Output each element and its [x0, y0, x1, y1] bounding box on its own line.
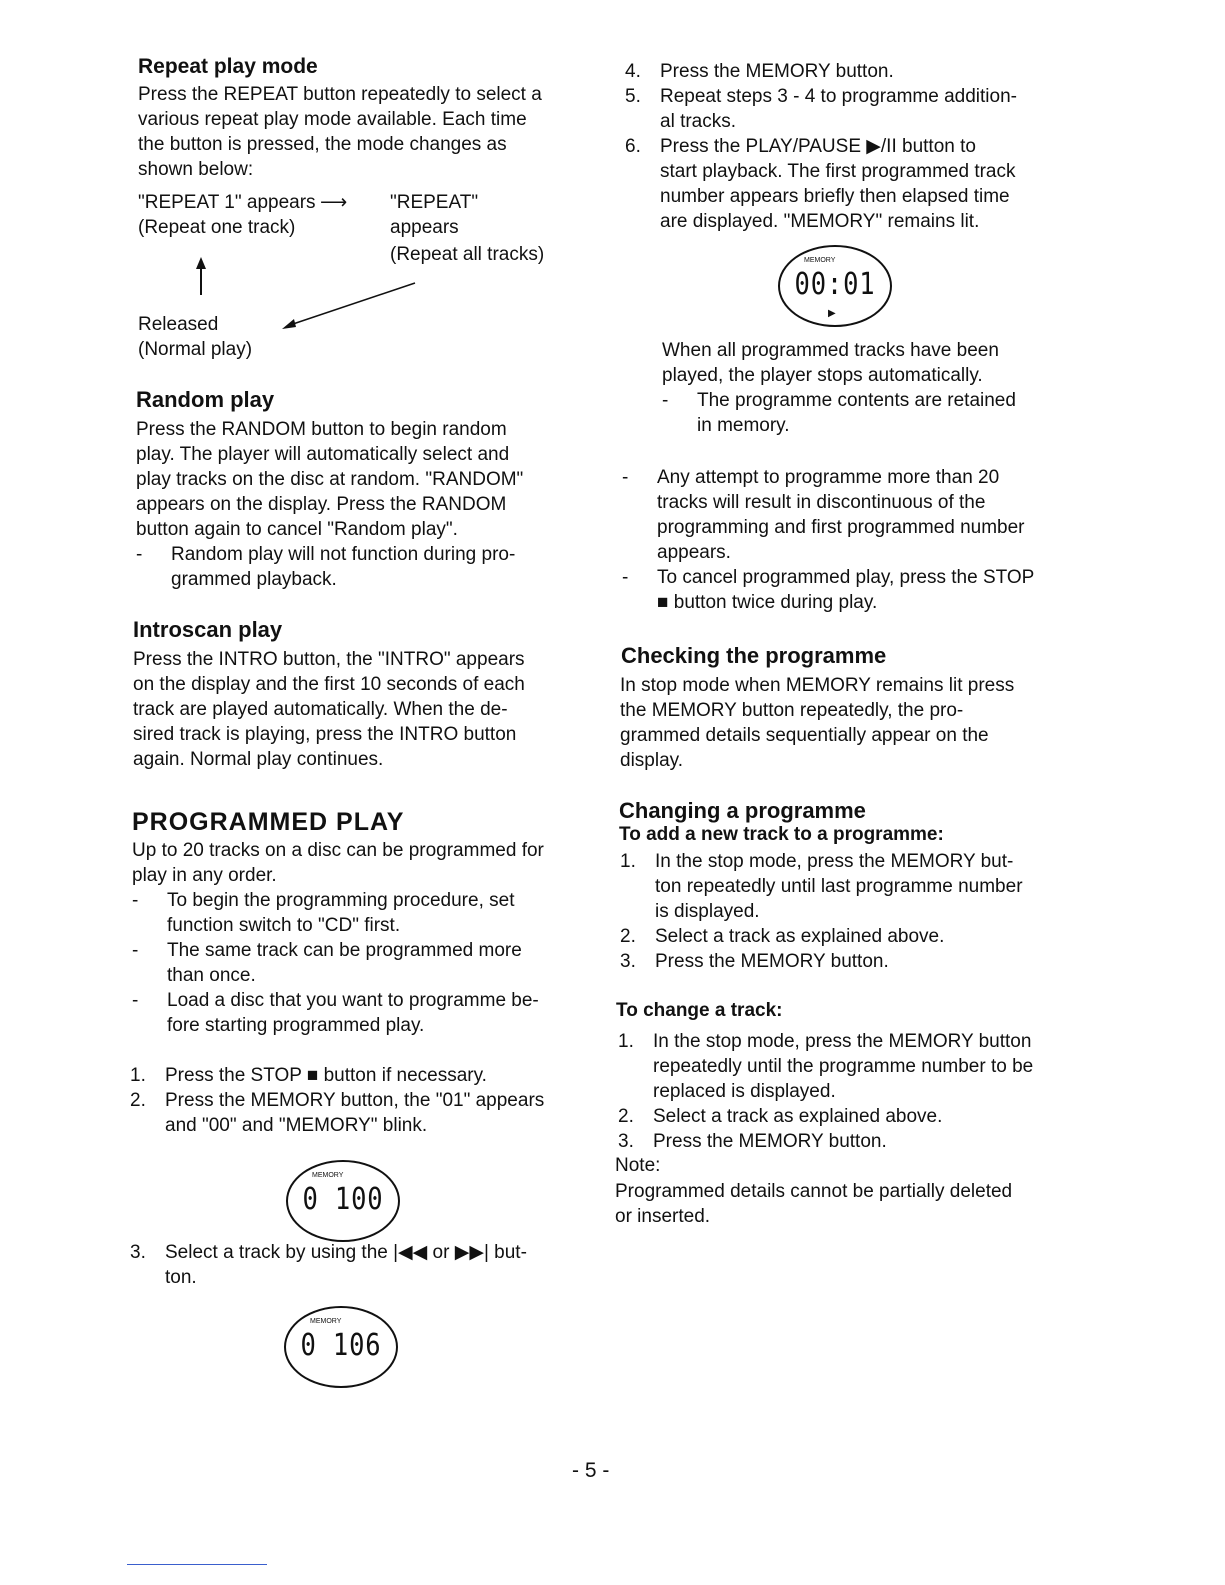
checking-paragraph — [620, 673, 1014, 773]
list-item — [622, 565, 1082, 615]
heading-changing-programme: Changing a programme — [619, 798, 866, 823]
footer-rule — [127, 1564, 267, 1565]
list-item — [618, 1029, 1078, 1104]
text-line: than once. — [167, 965, 256, 986]
text-line: replaced is displayed. — [653, 1081, 836, 1102]
text-line: The same track can be programmed more — [167, 940, 522, 961]
list-marker: 3. — [618, 1131, 634, 1152]
list-marker: 2. — [618, 1106, 634, 1127]
memory-indicator: MEMORY — [310, 1318, 342, 1325]
programming-steps-continued — [625, 59, 1085, 234]
list-item — [130, 1063, 590, 1088]
repeat1-label: "REPEAT 1" appears — [138, 192, 316, 213]
text-line: programming and first programmed number — [657, 517, 1025, 538]
text-line: Press the MEMORY button. — [655, 951, 889, 972]
change-track-steps — [618, 1029, 1078, 1154]
add-track-steps — [620, 849, 1080, 974]
text-line: play. The player will automatically select and — [136, 444, 510, 465]
list-marker: 1. — [620, 851, 636, 872]
lcd-display-0100 — [286, 1160, 400, 1242]
heading-repeat-play-mode: Repeat play mode — [138, 55, 318, 78]
text-line: Press the REPEAT button repeatedly to select a — [138, 84, 542, 105]
text-line: Press the PLAY/PAUSE ▶/II button to — [660, 136, 976, 157]
text-line: display. — [620, 750, 684, 771]
text-line: appears on the display. Press the RANDOM — [136, 494, 507, 515]
lcd-digits: 0 106 — [300, 1328, 382, 1363]
text-line: function switch to "CD" first. — [167, 915, 401, 936]
list-marker: 4. — [625, 61, 641, 82]
list-marker: 1. — [130, 1065, 146, 1086]
list-item — [132, 888, 592, 938]
heading-introscan-play: Introscan play — [133, 617, 283, 642]
play-icon: ▶ — [828, 308, 836, 319]
programming-notes — [622, 465, 1082, 615]
text-line: sired track is playing, press the INTRO button — [133, 724, 517, 745]
text-line: various repeat play mode available. Each time — [138, 109, 527, 130]
list-item — [132, 938, 592, 988]
note-paragraph — [615, 1179, 1012, 1229]
text-line: When all programmed tracks have been — [662, 340, 999, 361]
random-notes — [136, 542, 596, 592]
random-paragraph — [136, 417, 523, 542]
text-line: or inserted. — [615, 1206, 711, 1227]
lcd-digits: 0 100 — [302, 1182, 384, 1217]
text-line: again. Normal play continues. — [133, 749, 384, 770]
memory-indicator: MEMORY — [804, 257, 836, 264]
text-line: played, the player stops automatically. — [662, 365, 983, 386]
text-line: Any attempt to programme more than 20 — [657, 467, 1000, 488]
list-marker: - — [132, 890, 139, 911]
list-item — [622, 465, 1082, 565]
memory-indicator: MEMORY — [312, 1172, 344, 1179]
text-line: number appears briefly then elapsed time — [660, 186, 1010, 207]
list-item — [136, 542, 596, 592]
list-item — [620, 849, 1080, 924]
list-item — [625, 84, 1085, 134]
programmed-paragraph — [132, 838, 544, 888]
text-line: ■ button twice during play. — [657, 592, 878, 613]
arrow-right-icon: ⟶ — [320, 192, 348, 213]
released-note: (Normal play) — [138, 339, 253, 360]
list-marker: 5. — [625, 86, 641, 107]
heading-random-play: Random play — [136, 387, 275, 412]
list-item — [618, 1104, 1078, 1129]
list-marker: 2. — [620, 926, 636, 947]
list-item — [620, 949, 1080, 974]
text-line: grammed playback. — [171, 569, 337, 590]
list-marker: - — [662, 390, 669, 411]
intro-paragraph — [133, 647, 525, 772]
heading-checking-programme: Checking the programme — [621, 643, 887, 668]
text-line: The programme contents are retained — [697, 390, 1016, 411]
text-line: Programmed details cannot be partially deleted — [615, 1181, 1013, 1202]
text-line: play in any order. — [132, 865, 277, 886]
subheading-change-track: To change a track: — [616, 1000, 783, 1021]
text-line: tracks will result in discontinuous of the — [657, 492, 986, 513]
programmed-steps — [130, 1063, 590, 1138]
heading-programmed-play: PROGRAMMED PLAY — [132, 808, 405, 836]
note-label: Note: — [615, 1155, 661, 1176]
lcd-display-0106 — [284, 1306, 398, 1388]
list-marker: 2. — [130, 1090, 146, 1111]
lcd-display-0001 — [778, 245, 892, 327]
text-line: Press the INTRO button, the "INTRO" appears — [133, 649, 525, 670]
text-line: ton. — [165, 1267, 197, 1288]
text-line: al tracks. — [660, 111, 737, 132]
text-line: in memory. — [697, 415, 790, 436]
text-line: button again to cancel "Random play". — [136, 519, 458, 540]
text-line: shown below: — [138, 159, 254, 180]
text-line: Select a track as explained above. — [653, 1106, 943, 1127]
text-line: grammed details sequentially appear on the — [620, 725, 989, 746]
list-marker: 3. — [620, 951, 636, 972]
repeat-label: "REPEAT" — [390, 192, 479, 213]
text-line: Press the MEMORY button, the "01" appears — [165, 1090, 545, 1111]
repeat-paragraph — [138, 82, 542, 182]
text-line: Repeat steps 3 - 4 to programme addition- — [660, 86, 1017, 107]
list-item — [625, 134, 1085, 234]
list-item — [662, 388, 1082, 438]
text-line: the button is pressed, the mode changes as — [138, 134, 507, 155]
text-line: Press the MEMORY button. — [653, 1131, 887, 1152]
text-line: on the display and the first 10 seconds of each — [133, 674, 525, 695]
after-display-notes — [662, 388, 1082, 438]
text-line: repeatedly until the programme number to be — [653, 1056, 1034, 1077]
text-line: play tracks on the disc at random. "RANDOM" — [136, 469, 524, 490]
list-item — [620, 924, 1080, 949]
text-line: fore starting programmed play. — [167, 1015, 425, 1036]
programmed-step-3 — [130, 1240, 590, 1290]
text-line: are displayed. "MEMORY" remains lit. — [660, 211, 980, 232]
list-marker: 1. — [618, 1031, 634, 1052]
text-line: In the stop mode, press the MEMORY button — [653, 1031, 1032, 1052]
after-display-paragraph — [662, 338, 999, 388]
text-line: track are played automatically. When the de- — [133, 699, 508, 720]
list-item — [618, 1129, 1078, 1154]
text-line: Random play will not function during pro- — [171, 544, 516, 565]
text-line: Press the RANDOM button to begin random — [136, 419, 507, 440]
repeat-appears: appears — [390, 217, 459, 238]
text-line: Load a disc that you want to programme be- — [167, 990, 539, 1011]
list-item — [625, 59, 1085, 84]
list-marker: - — [132, 940, 139, 961]
text-line: Select a track by using the |◀◀ or ▶▶| but- — [165, 1242, 527, 1263]
text-line: In the stop mode, press the MEMORY but- — [655, 851, 1014, 872]
list-marker: 3. — [130, 1242, 146, 1263]
subheading-add-track: To add a new track to a programme: — [619, 824, 944, 845]
list-item — [130, 1088, 590, 1138]
text-line: ton repeatedly until last programme number — [655, 876, 1023, 897]
text-line: appears. — [657, 542, 731, 563]
programmed-notes — [132, 888, 592, 1038]
repeat-note: (Repeat all tracks) — [390, 244, 545, 265]
list-marker: 6. — [625, 136, 641, 157]
text-line: To begin the programming procedure, set — [167, 890, 515, 911]
page-number: - 5 - — [572, 1459, 610, 1482]
text-line: Up to 20 tracks on a disc can be programmed for — [132, 840, 544, 861]
list-item — [132, 988, 592, 1038]
released-label: Released — [138, 314, 219, 335]
text-line: In stop mode when MEMORY remains lit press — [620, 675, 1015, 696]
text-line: is displayed. — [655, 901, 760, 922]
list-marker: - — [622, 567, 629, 588]
list-item — [130, 1240, 590, 1290]
text-line: Select a track as explained above. — [655, 926, 945, 947]
list-marker: - — [132, 990, 139, 1011]
list-marker: - — [136, 544, 143, 565]
text-line: and "00" and "MEMORY" blink. — [165, 1115, 428, 1136]
repeat1-note: (Repeat one track) — [138, 217, 296, 238]
text-line: To cancel programmed play, press the STOP — [657, 567, 1035, 588]
lcd-digits: 00:01 — [794, 267, 876, 302]
list-marker: - — [622, 467, 629, 488]
text-line: start playback. The first programmed track — [660, 161, 1016, 182]
text-line: Press the MEMORY button. — [660, 61, 894, 82]
text-line: the MEMORY button repeatedly, the pro- — [620, 700, 964, 721]
text-line: Press the STOP ■ button if necessary. — [165, 1065, 487, 1086]
